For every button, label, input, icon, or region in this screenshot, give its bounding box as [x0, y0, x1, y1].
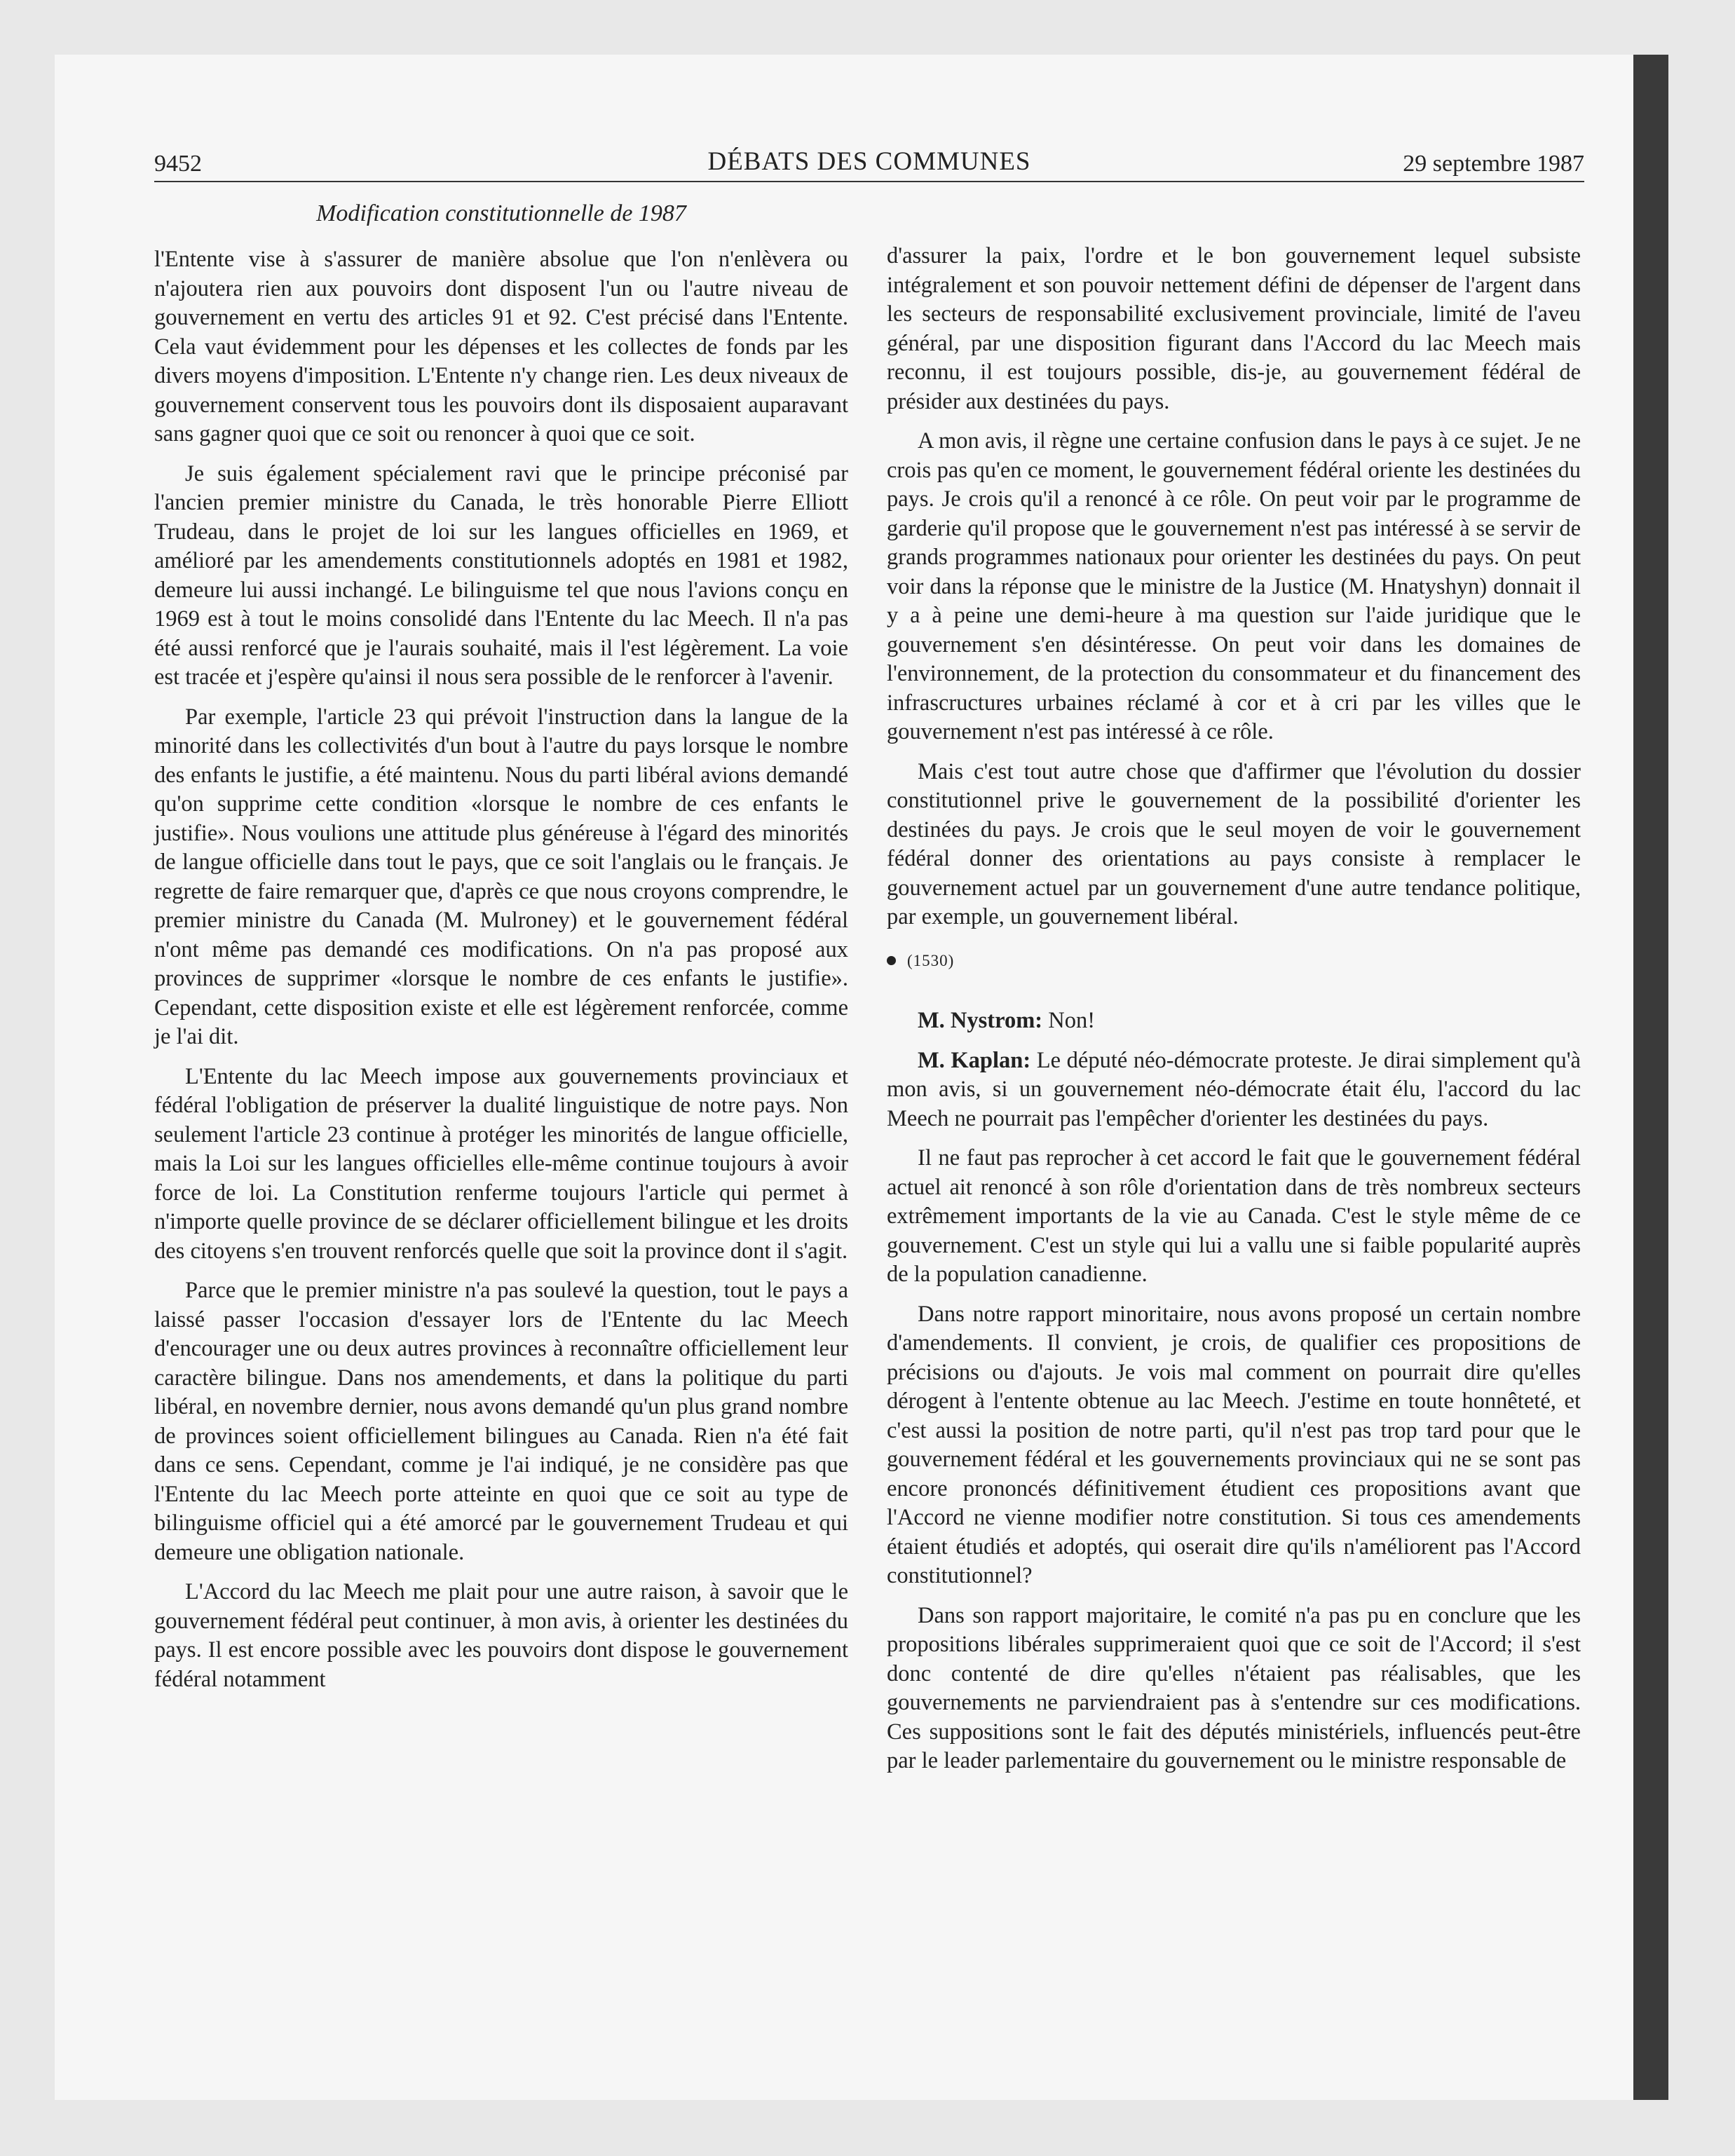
time-marker-label: (1530)	[907, 951, 955, 969]
paragraph: Par exemple, l'article 23 qui prévoit l'instruction dans la langue de la minorité dans les collectivités d'un bout à l'autre du pays lorsque le nombre des enfants le justifie, a été maintenu. Nous du parti libéral avions demandé qu'on supprime cette condition «lorsque le nombre de ces enfants le justifie». Nous voulions une attitude plus généreuse à l'égard des minorités de langue officielle dans tout le pays, que ce soit l'anglais ou le français. Je regrette de faire remarquer que, d'après ce que nous croyons comprendre, le premier ministre du Canada (M. Mulroney) et le gouvernement fédéral n'ont même pas demandé ces modifications. On n'a pas proposé aux provinces de supprimer «lorsque le nombre de ces enfants le justifie». Cependant, cette disposition existe et elle est légèrement renforcée, comme je l'ai dit.	[154, 704, 848, 1049]
scan-edge	[1633, 55, 1668, 2100]
running-title: Modification constitutionnelle de 1987	[316, 200, 686, 226]
paragraph: Il ne faut pas reprocher à cet accord le fait que le gouvernement fédéral actuel ait renoncé à son rôle d'orientation dans de très nombreux secteurs extrêmement importants de la vie au Canada. C'est le style même de ce gouvernement. C'est un style qui lui a vallu une si faible popularité auprès de la population canadienne.	[887, 1145, 1581, 1287]
speech-paragraph	[887, 1046, 1581, 1134]
paragraph: Dans notre rapport minoritaire, nous avons proposé un certain nombre d'amendements. Il convient, je crois, de qualifier ces propositions de précisions ou d'ajouts. Je vois mal comment on pourrait dire qu'elles dérogent à l'entente obtenue au lac Meech. J'estime en toute honnêteté, et c'est aussi la position de notre parti, qu'il n'est pas trop tard pour que le gouvernement fédéral et les gouvernements provinciaux qui ne se sont pas encore prononcés définitivement étudient ces propositions avant que l'Accord ne vienne modifier notre constitution. Si tous ces amendements étaient étudiés et adoptés, qui oserait dire qu'ils n'améliorent pas l'Accord constitutionnel?	[887, 1301, 1581, 1588]
speech-text: Le député néo-démocrate proteste. Je dirai simplement qu'à mon avis, si un gouvernement néo-démocrate était élu, l'accord du lac Meech ne pourrait pas l'empêcher d'orienter les destinées du pays.	[887, 1047, 1581, 1131]
paragraph: A mon avis, il règne une certaine confusion dans le pays à ce sujet. Je ne crois pas qu'en ce moment, le gouvernement fédéral oriente les destinées du pays. Je crois qu'il a renoncé à ce rôle. On peut voir par le programme de garderie qu'il propose que le gouvernement n'est pas intéressé à se servir de grands programmes nationaux pour orienter les destinées du pays. On peut voir dans la réponse que le ministre de la Justice (M. Hnatyshyn) donnait il y a à peine une demi-heure à ma question sur l'aide juridique que le gouvernement s'en désintéresse. On peut voir dans les domaines de l'environnement, de la protection du consommateur et du financement des infrascructures urbaines réclamé à cor et à cri par les villes que le gouvernement n'est pas intéressé à ce rôle.	[887, 428, 1581, 744]
page-date: 29 septembre 1987	[1403, 151, 1584, 177]
header-rule	[154, 181, 1584, 182]
bullet-icon	[887, 956, 896, 965]
paragraph: l'Entente vise à s'assurer de manière absolue que l'on n'enlèvera ou n'ajoutera rien aux pouvoirs dont disposent l'un ou l'autre niveau de gouvernement en vertu des articles 91 et 92. C'est précisé dans l'Entente. Cela vaut évidemment pour les dépenses et les collectes de fonds par les divers moyens d'imposition. L'Entente n'y change rien. Les deux niveaux de gouvernement conservent tous les pouvoirs dont ils disposaient auparavant sans gagner quoi que ce soit ou renoncer à quoi que ce soit.	[154, 247, 848, 446]
time-marker	[887, 946, 1581, 976]
speech-paragraph	[887, 1007, 1581, 1036]
paragraph: L'Entente du lac Meech impose aux gouvernements provinciaux et fédéral l'obligation de préserver la dualité linguistique de notre pays. Non seulement l'article 23 continue à protéger les minorités de langue officielle, mais la Loi sur les langues officielles elle-même continue toujours à avoir force de loi. La Constitution renferme toujours l'article qui permet à n'importe quelle province de se déclarer officiellement bilingue et les droits des citoyens s'en trouvent renforcés quelle que soit la province dont il s'agit.	[154, 1063, 848, 1264]
page-header	[154, 144, 1584, 183]
right-column	[887, 242, 1581, 1787]
speech-text: Non!	[1048, 1008, 1096, 1033]
speaker-name: M. Kaplan:	[918, 1047, 1031, 1073]
paragraph: Parce que le premier ministre n'a pas soulevé la question, tout le pays a laissé passer l'occasion d'essayer lors de l'Entente du lac Meech d'encourager une ou deux autres provinces à reconnaître officiellement leur caractère bilingue. Dans nos amendements, et dans la politique du parti libéral, en novembre dernier, nous avons demandé qu'un plus grand nombre de provinces soient officiellement bilingues au Canada. Rien n'a été fait dans ce sens. Cependant, comme je l'ai indiqué, je ne considère pas que l'Entente du lac Meech porte atteinte en quoi que ce soit au type de bilinguisme officiel qui a été amorcé par le gouvernement Trudeau et qui demeure une obligation nationale.	[154, 1278, 848, 1565]
publication-title: DÉBATS DES COMMUNES	[707, 147, 1031, 176]
page-number: 9452	[154, 151, 202, 177]
left-column	[154, 245, 848, 1705]
speaker-name: M. Nystrom:	[918, 1008, 1043, 1033]
paragraph: Mais c'est tout autre chose que d'affirmer que l'évolution du dossier constitutionnel prive le gouvernement de la possibilité d'orienter les destinées du pays. Je crois que le seul moyen de voir le gouvernement fédéral donner des orientations au pays consiste à remplacer le gouvernement actuel par un gouvernement d'une autre tendance politique, par exemple, un gouvernement libéral.	[887, 758, 1581, 929]
paragraph: Je suis également spécialement ravi que le principe préconisé par l'ancien premier ministre du Canada, le très honorable Pierre Elliott Trudeau, dans le projet de loi sur les langues officielles en 1969, et amélioré par les amendements constitutionnels adoptés en 1981 et 1982, demeure lui aussi inchangé. Le bilinguisme tel que nous l'avions conçu en 1969 est à tout le moins consolidé dans l'Entente du lac Meech. Il n'a pas été aussi renforcé que je l'aurais souhaité, mais il l'est légèrement. La voie est tracée et j'espère qu'ainsi il nous sera possible de le renforcer à l'avenir.	[154, 460, 848, 690]
paragraph: d'assurer la paix, l'ordre et le bon gouvernement lequel subsiste intégralement et son pouvoir nettement défini de dépenser de l'argent dans les secteurs de responsabilité exclusivement provinciale, limité de l'aveu général, par une disposition figurant dans l'Accord du lac Meech mais reconnu, il est toujours possible, dis-je, au gouvernement fédéral de présider aux destinées du pays.	[887, 243, 1581, 414]
paragraph: Dans son rapport majoritaire, le comité n'a pas pu en conclure que les propositions libérales supprimeraient quoi que ce soit de l'Accord; il s'est donc contenté de dire qu'elles n'étaient pas réalisables, que les gouvernements ne parviendraient pas à s'entendre sur ces modifications. Ces suppositions sont le fait des députés ministériels, influencés peut-être par le leader parlementaire du gouvernement ou le ministre responsable de	[887, 1602, 1581, 1773]
paragraph: L'Accord du lac Meech me plait pour une autre raison, à savoir que le gouvernement fédéral peut continuer, à mon avis, à orienter les destinées du pays. Il est encore possible avec les pouvoirs dont dispose le gouvernement fédéral notamment	[154, 1579, 848, 1692]
